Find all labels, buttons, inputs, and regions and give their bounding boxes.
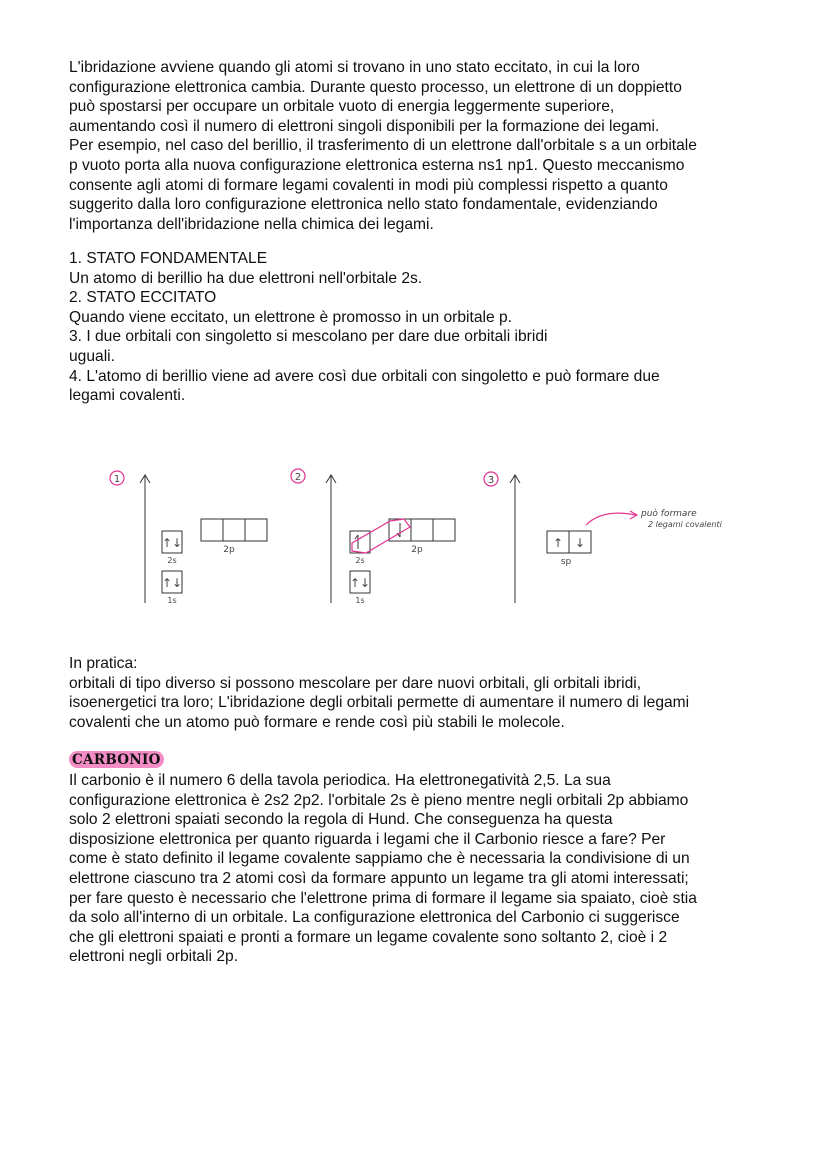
- text-line: Per esempio, nel caso del berillio, il trasferimento di un elettrone dall'orbitale s a un orbitale: [69, 137, 697, 155]
- label-2s: 2s: [167, 556, 177, 565]
- pointer-arrow: [586, 513, 636, 525]
- label-1s: 1s: [167, 596, 177, 605]
- text-line: covalenti che un atomo può formare e rende così più stabili le molecole.: [69, 713, 565, 731]
- step-text: 3. I due orbitali con singoletto si mescolano per dare due orbitali ibridi: [69, 328, 548, 346]
- text-line: disposizione elettronica per quanto riguarda i legami che il Carbonio riesce a fare? Per: [69, 830, 666, 848]
- text-line: da solo all'interno di un orbitale. La configurazione elettronica del Carbonio ci suggerisce: [69, 909, 680, 927]
- text-line: che gli elettroni spaiati e pronti a formare un legame covalente sono soltanto 2, cioè i 2: [69, 928, 668, 946]
- energy-axis-arrow: [326, 475, 336, 603]
- steps-list: [69, 249, 759, 406]
- orbital-box-2p: [433, 519, 455, 541]
- step-heading: 2. STATO ECCITATO: [69, 289, 217, 307]
- step-number: 1: [113, 474, 121, 485]
- hybridization-outline: [352, 519, 410, 553]
- orbital-box-2p: [201, 519, 223, 541]
- practice-heading: In pratica:: [69, 655, 138, 672]
- orbital-box-2p: [245, 519, 267, 541]
- text-line: L'ibridazione avviene quando gli atomi si trovano in uno stato eccitato, in cui la loro: [69, 59, 640, 76]
- text-line: orbitali di tipo diverso si possono mescolare per dare nuovi orbitali, gli orbitali ibridi,: [69, 674, 642, 692]
- text-line: suggerito dalla loro configurazione elettronica nello stato fondamentale, evidenziando: [69, 196, 658, 214]
- orbital-box-2p: [411, 519, 433, 541]
- text-line: p vuoto porta alla nuova configurazione elettronica esterna ns1 np1. Questo meccanismo: [69, 156, 685, 174]
- text-line: configurazione elettronica è 2s2 2p2. l'orbitale 2s è pieno mentre negli orbitali 2p abbiamo: [69, 791, 689, 809]
- energy-axis-arrow: [140, 475, 150, 603]
- label-1s: 1s: [355, 596, 365, 605]
- carbon-paragraph: [69, 771, 759, 967]
- electron-arrow-down: ↓: [574, 536, 586, 550]
- text-line: Il carbonio è il numero 6 della tavola periodica. Ha elettronegatività 2,5. La sua: [69, 772, 611, 789]
- annotation-line-2: 2 legami covalenti: [648, 520, 722, 529]
- electron-arrows-1s: ↑↓: [349, 576, 371, 590]
- label-2p: 2p: [411, 545, 423, 555]
- step-number: 3: [487, 475, 495, 486]
- text-line: elettrone ciascuno tra 2 atomi così da formare appunto un legame tra gli atomi interessati;: [69, 869, 689, 887]
- step-text: Quando viene eccitato, un elettrone è promosso in un orbitale p.: [69, 308, 512, 326]
- carbon-heading-highlight: CARBONIO: [69, 751, 164, 768]
- step-text: legami covalenti.: [69, 387, 186, 405]
- panel-hybrid-state: [484, 472, 723, 603]
- intro-paragraph: [69, 58, 759, 234]
- step-number: 2: [294, 472, 302, 483]
- label-2p: 2p: [223, 545, 235, 555]
- text-line: può spostarsi per occupare un orbitale vuoto di energia leggermente superiore,: [69, 98, 615, 116]
- text-line: come è stato definito il legame covalente sappiamo che è necessaria la condivisione di un: [69, 850, 690, 868]
- text-line: aumentando così il numero di elettroni singoli disponibili per la formazione dei legami.: [69, 117, 660, 135]
- text-line: configurazione elettronica cambia. Durante questo processo, un elettrone di un doppietto: [69, 78, 682, 96]
- carbon-heading: [69, 751, 164, 770]
- text-line: isoenergetici tra loro; L'ibridazione degli orbitali permette di aumentare il numero di legami: [69, 694, 690, 712]
- text-line: consente agli atomi di formare legami covalenti in modi più complessi rispetto a quanto: [69, 176, 668, 194]
- step-heading: 1. STATO FONDAMENTALE: [69, 250, 268, 267]
- text-line: solo 2 elettroni spaiati secondo la regola di Hund. Che conseguenza ha questa: [69, 811, 613, 829]
- text-line: elettroni negli orbitali 2p.: [69, 948, 239, 966]
- text-line: per fare questo è necessario che l'elettrone prima di formare il legame sia spaiato, cioè stia: [69, 889, 697, 907]
- step-text: 4. L'atomo di berillio viene ad avere così due orbitali con singoletto e può formare due: [69, 367, 660, 385]
- orbital-box-2p: [223, 519, 245, 541]
- text-line: l'importanza dell'ibridazione nella chimica dei legami.: [69, 215, 434, 233]
- panel-excited-state: [291, 469, 455, 605]
- electron-arrow-up: [355, 535, 358, 549]
- orbital-diagram: [0, 455, 828, 615]
- energy-axis-arrow: [510, 475, 520, 603]
- electron-arrows-2s: ↑↓: [161, 536, 183, 550]
- label-sp: sp: [560, 557, 572, 567]
- electron-arrows-1s: ↑↓: [161, 576, 183, 590]
- label-2s: 2s: [355, 556, 365, 565]
- electron-arrow-up: ↑: [552, 536, 564, 550]
- panel-ground-state: [110, 471, 267, 605]
- step-text: uguali.: [69, 347, 115, 365]
- annotation-line-1: può formare: [641, 509, 697, 519]
- practice-paragraph: [69, 654, 759, 732]
- step-text: Un atomo di berillio ha due elettroni nell'orbitale 2s.: [69, 269, 423, 287]
